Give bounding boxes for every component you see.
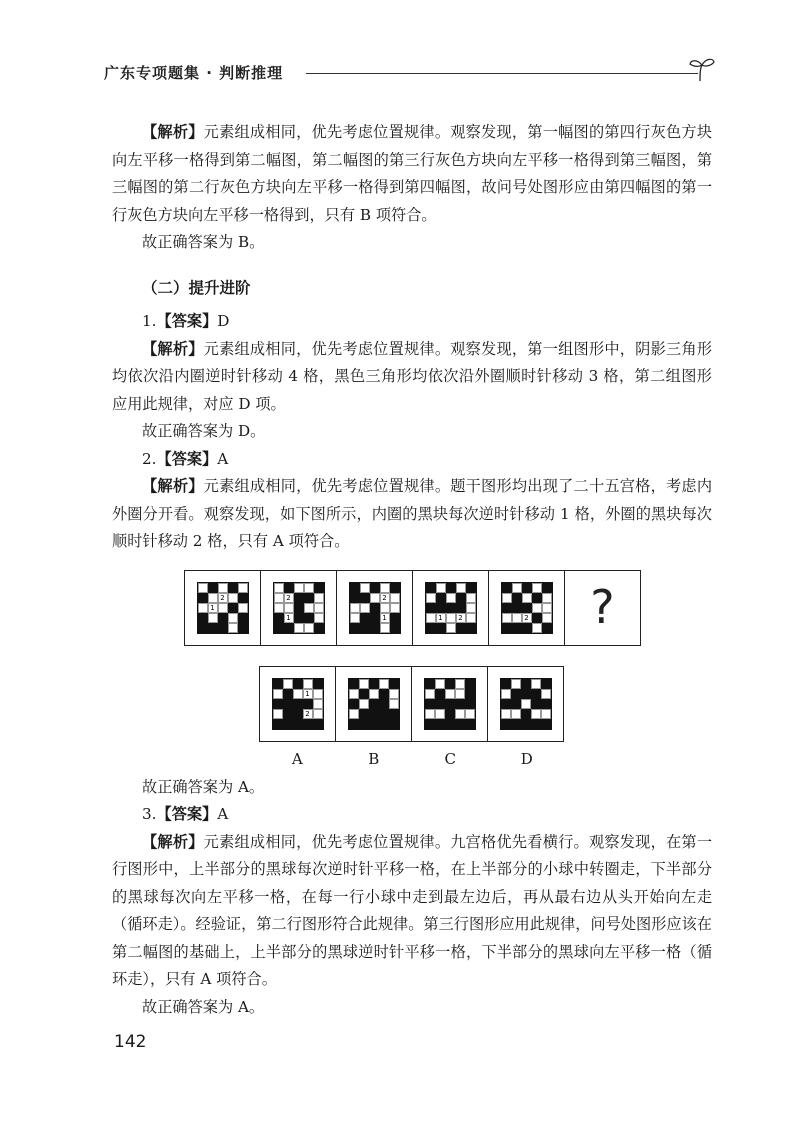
- grid-square: [521, 719, 531, 729]
- options-row: [259, 666, 564, 742]
- grid-square: [435, 699, 445, 709]
- grid-square: [350, 593, 360, 603]
- grid-square: [218, 583, 228, 593]
- grid-square: [228, 603, 238, 613]
- q1-answer: 1.【答案】D: [142, 312, 230, 330]
- grid-square: [512, 593, 522, 603]
- grid-square: [313, 699, 323, 709]
- grid-figure-2: [274, 583, 324, 633]
- grid-square: [521, 699, 531, 709]
- grid-square: [379, 679, 389, 689]
- grid-square: 2: [380, 593, 390, 603]
- grid-square: [369, 719, 379, 729]
- grid-option-a: [273, 679, 323, 729]
- grid-square: [426, 613, 436, 623]
- option-cell-d: [488, 667, 563, 741]
- grid-square: [303, 679, 313, 689]
- grid-square: [349, 709, 359, 719]
- grid-square: [273, 699, 283, 709]
- grid-square: [360, 613, 370, 623]
- grid-square: [532, 603, 542, 613]
- grid-square: [294, 613, 304, 623]
- grid-square: [274, 583, 284, 593]
- grid-square: [522, 583, 532, 593]
- grid-square: [304, 583, 314, 593]
- grid-option-b: [349, 679, 399, 729]
- q1-analysis: 【解析】元素组成相同，优先考虑位置规律。观察发现，第一组图形中，阴影三角形均依次沿内圈逆时针移动 4 格，黑色三角形均依次沿外圈顺时针移动 3 格，第二组图形应用此规律，对应 D 项。: [112, 339, 713, 413]
- grid-square: [466, 623, 476, 633]
- grid-square: [294, 583, 304, 593]
- grid-square: [456, 623, 466, 633]
- grid-option-d: [501, 679, 551, 729]
- grid-square: [359, 679, 369, 689]
- grid-square: [208, 583, 218, 593]
- grid-square: [501, 699, 511, 709]
- grid-square: [314, 623, 324, 633]
- header-title: 广东专项题集 · 判断推理: [104, 64, 284, 82]
- grid-square: [283, 679, 293, 689]
- q3-answer: 3.【答案】A: [142, 805, 229, 823]
- grid-square: [532, 593, 542, 603]
- question-row: [184, 570, 641, 646]
- grid-square: [349, 719, 359, 729]
- grid-square: [359, 719, 369, 729]
- grid-square: [313, 719, 323, 729]
- grid-square: [314, 593, 324, 603]
- grid-square: [456, 583, 466, 593]
- grid-square: [379, 689, 389, 699]
- grid-square: [465, 689, 475, 699]
- grid-square: [274, 613, 284, 623]
- grid-square: [511, 699, 521, 709]
- grid-square: [369, 679, 379, 689]
- grid-square: [502, 613, 512, 623]
- grid-square: [218, 613, 228, 623]
- page-number: 142: [114, 1032, 147, 1052]
- grid-square: [445, 719, 455, 729]
- grid-square: [198, 623, 208, 633]
- grid-square: [314, 603, 324, 613]
- grid-square: 1: [208, 603, 218, 613]
- grid-square: [436, 583, 446, 593]
- grid-square: [228, 623, 238, 633]
- q3-conclusion: 故正确答案为 A。: [142, 997, 265, 1016]
- q3-analysis: 【解析】元素组成相同，优先考虑位置规律。九宫格优先看横行。观察发现，在第一行图形中，上半部分的黑球每次逆时针平移一格，在上半部分的小球中转圈走，下半部分的黑球每次向左平移一格，在每一行小球中走到最左边后，再从最右边从头开始向左走（循环走）。经验证，第二行图形符合此规律。第三行图形应用此规律，问号处图形应该在第二幅图的基础上，上半部分的黑球逆时针平移一格，下半部分的黑球向左平移一格（循环走），只有 A 项符合。: [112, 832, 713, 988]
- grid-square: [350, 583, 360, 593]
- grid-square: [284, 623, 294, 633]
- grid-square: [511, 709, 521, 719]
- grid-square: [238, 623, 248, 633]
- grid-square: [198, 593, 208, 603]
- option-label-c: C: [444, 749, 456, 768]
- grid-square: [465, 699, 475, 709]
- grid-square: [426, 593, 436, 603]
- grid-square: [313, 709, 323, 719]
- grid-square: [370, 603, 380, 613]
- grid-square: [228, 613, 238, 623]
- grid-square: [228, 593, 238, 603]
- option-label-d: D: [520, 749, 533, 768]
- header-rule: [306, 73, 698, 74]
- grid-square: [293, 709, 303, 719]
- grid-square: [502, 593, 512, 603]
- grid-square: [501, 709, 511, 719]
- grid-square: [350, 623, 360, 633]
- grid-square: [522, 603, 532, 613]
- grid-square: [425, 709, 435, 719]
- grid-square: [511, 719, 521, 729]
- grid-square: [522, 593, 532, 603]
- grid-square: [531, 699, 541, 709]
- grid-square: [294, 603, 304, 613]
- q2-conclusion: 故正确答案为 A。: [142, 777, 265, 796]
- grid-square: [465, 709, 475, 719]
- grid-square: [541, 719, 551, 729]
- grid-square: [389, 699, 399, 709]
- grid-square: [426, 583, 436, 593]
- grid-square: [466, 613, 476, 623]
- grid-square: [541, 699, 551, 709]
- question-mark-cell: [565, 571, 640, 645]
- question-mark: ?: [590, 579, 615, 634]
- grid-square: [542, 623, 552, 633]
- q2-figure: [112, 570, 712, 770]
- grid-square: [360, 623, 370, 633]
- grid-square: [445, 699, 455, 709]
- grid-square: [426, 603, 436, 613]
- option-labels: [259, 746, 565, 774]
- grid-square: [436, 603, 446, 613]
- grid-square: [313, 679, 323, 689]
- grid-square: [512, 623, 522, 633]
- grid-square: [273, 719, 283, 729]
- grid-square: [370, 623, 380, 633]
- grid-square: 2: [284, 593, 294, 603]
- grid-square: [370, 583, 380, 593]
- grid-square: [208, 623, 218, 633]
- grid-square: [380, 623, 390, 633]
- grid-square: [542, 593, 552, 603]
- section-title: （二）提升进阶: [142, 278, 251, 297]
- grid-square: [435, 709, 445, 719]
- grid-square: [360, 593, 370, 603]
- grid-square: [304, 593, 314, 603]
- grid-square: [284, 603, 294, 613]
- grid-square: [294, 623, 304, 633]
- grid-square: [314, 613, 324, 623]
- grid-square: [445, 689, 455, 699]
- grid-square: [446, 623, 456, 633]
- option-label-a: A: [291, 749, 303, 768]
- grid-square: [522, 623, 532, 633]
- grid-square: [542, 583, 552, 593]
- grid-square: [273, 689, 283, 699]
- grid-square: [389, 679, 399, 689]
- grid-square: [511, 689, 521, 699]
- grid-square: [446, 603, 456, 613]
- grid-square: [455, 719, 465, 729]
- grid-square: [466, 583, 476, 593]
- grid-square: [435, 679, 445, 689]
- grid-square: [390, 583, 400, 593]
- grid-square: [379, 719, 389, 729]
- grid-square: [542, 603, 552, 613]
- grid-square: 2: [303, 709, 313, 719]
- grid-square: [466, 603, 476, 613]
- grid-square: [531, 689, 541, 699]
- block0-conclusion: 故正确答案为 B。: [142, 233, 265, 251]
- grid-square: [542, 613, 552, 623]
- grid-square: [512, 613, 522, 623]
- grid-square: [521, 709, 531, 719]
- grid-option-c: [425, 679, 475, 729]
- question-cell: [185, 571, 261, 645]
- grid-square: [284, 583, 294, 593]
- grid-square: [238, 583, 248, 593]
- grid-square: [380, 583, 390, 593]
- grid-square: [380, 603, 390, 613]
- grid-figure-4: [426, 583, 476, 633]
- grid-square: [238, 593, 248, 603]
- q2-analysis: 【解析】元素组成相同，优先考虑位置规律。题干图形均出现了二十五宫格，考虑内外圈分开看。观察发现，如下图所示，内圈的黑块每次逆时针移动 1 格，外圈的黑块每次顺时针移动 2 格，只有 A 项符合。: [112, 477, 713, 550]
- grid-square: [532, 623, 542, 633]
- grid-square: [425, 679, 435, 689]
- grid-square: [313, 689, 323, 699]
- grid-square: [359, 699, 369, 709]
- grid-square: [455, 709, 465, 719]
- grid-square: [350, 613, 360, 623]
- grid-square: [228, 583, 238, 593]
- grid-square: [283, 699, 293, 709]
- grid-square: [445, 709, 455, 719]
- grid-square: [425, 689, 435, 699]
- grid-square: [512, 603, 522, 613]
- grid-square: [446, 583, 456, 593]
- grid-square: [360, 583, 370, 593]
- grid-square: [304, 613, 314, 623]
- grid-square: [198, 603, 208, 613]
- grid-square: [303, 699, 313, 709]
- grid-square: 1: [380, 613, 390, 623]
- grid-square: [425, 699, 435, 709]
- grid-square: [314, 583, 324, 593]
- grid-square: [294, 593, 304, 603]
- block0-analysis: 【解析】元素组成相同，优先考虑位置规律。观察发现，第一幅图的第四行灰色方块向左平移一格得到第二幅图，第二幅图的第三行灰色方块向左平移一格得到第三幅图，第三幅图的第二行灰色方块向左平移一格得到第四幅图，故问号处图形应由第四幅图的第一行灰色方块向左平移一格得到，只有 B 项符合。: [112, 123, 713, 224]
- grid-square: [541, 709, 551, 719]
- grid-square: [426, 623, 436, 633]
- grid-square: [238, 613, 248, 623]
- grid-square: [293, 719, 303, 729]
- grid-square: [456, 593, 466, 603]
- grid-square: [455, 699, 465, 709]
- grid-figure-1: [198, 583, 248, 633]
- grid-square: [446, 593, 456, 603]
- q1-conclusion: 故正确答案为 D。: [142, 422, 266, 440]
- grid-figure-5: [502, 583, 552, 633]
- grid-square: [511, 679, 521, 689]
- grid-square: [359, 709, 369, 719]
- grid-square: 2: [522, 613, 532, 623]
- grid-square: [283, 719, 293, 729]
- grid-square: [293, 689, 303, 699]
- grid-square: [501, 679, 511, 689]
- grid-square: [359, 689, 369, 699]
- grid-square: [521, 679, 531, 689]
- grid-square: [501, 689, 511, 699]
- grid-square: [360, 603, 370, 613]
- grid-square: [273, 709, 283, 719]
- question-cell: [413, 571, 489, 645]
- grid-square: [304, 603, 314, 613]
- grid-square: [502, 583, 512, 593]
- grid-square: [436, 593, 446, 603]
- option-cell-c: [412, 667, 488, 741]
- grid-square: [379, 709, 389, 719]
- grid-square: [436, 623, 446, 633]
- grid-square: 2: [218, 593, 228, 603]
- grid-square: [465, 719, 475, 729]
- grid-square: [238, 603, 248, 613]
- grid-square: [465, 679, 475, 689]
- grid-square: [389, 709, 399, 719]
- question-cell: [489, 571, 565, 645]
- grid-square: [390, 593, 400, 603]
- option-label-b: B: [368, 749, 380, 768]
- grid-square: [283, 709, 293, 719]
- grid-square: [293, 679, 303, 689]
- grid-square: [293, 699, 303, 709]
- grid-square: [198, 583, 208, 593]
- grid-square: [512, 583, 522, 593]
- grid-square: [435, 719, 445, 729]
- grid-square: [531, 719, 541, 729]
- grid-square: 2: [456, 613, 466, 623]
- grid-square: [349, 699, 359, 709]
- grid-square: [455, 679, 465, 689]
- grid-square: [435, 689, 445, 699]
- grid-square: [541, 689, 551, 699]
- grid-square: [349, 689, 359, 699]
- grid-square: [369, 699, 379, 709]
- grid-square: 1: [303, 689, 313, 699]
- grid-square: [350, 603, 360, 613]
- page-content: [112, 119, 712, 1021]
- option-cell-b: [336, 667, 412, 741]
- grid-square: [390, 623, 400, 633]
- question-cell: [337, 571, 413, 645]
- grid-square: [446, 613, 456, 623]
- grid-square: [283, 689, 293, 699]
- grid-square: [532, 583, 542, 593]
- grid-square: [349, 679, 359, 689]
- grid-square: [274, 623, 284, 633]
- grid-square: [218, 603, 228, 613]
- grid-square: [445, 679, 455, 689]
- grid-square: [501, 719, 511, 729]
- grid-square: [218, 623, 228, 633]
- grid-square: [389, 689, 399, 699]
- grid-square: [390, 613, 400, 623]
- grid-square: [370, 613, 380, 623]
- grid-square: [502, 603, 512, 613]
- grid-square: [466, 593, 476, 603]
- grid-square: [532, 613, 542, 623]
- grid-square: [274, 593, 284, 603]
- grid-square: [208, 593, 218, 603]
- grid-square: [455, 689, 465, 699]
- grid-square: [531, 679, 541, 689]
- grid-square: [389, 719, 399, 729]
- grid-square: [274, 603, 284, 613]
- grid-square: [521, 689, 531, 699]
- grid-square: [273, 679, 283, 689]
- grid-square: [198, 613, 208, 623]
- grid-square: [369, 709, 379, 719]
- grid-square: [303, 719, 313, 729]
- running-header: [104, 56, 716, 86]
- option-cell-a: [260, 667, 336, 741]
- grid-square: [425, 719, 435, 729]
- grid-square: [456, 603, 466, 613]
- grid-square: [304, 623, 314, 633]
- question-cell: [261, 571, 337, 645]
- grid-square: [370, 593, 380, 603]
- grid-square: [541, 679, 551, 689]
- q2-answer: 2.【答案】A: [142, 449, 229, 468]
- grid-square: 1: [436, 613, 446, 623]
- grid-square: [531, 709, 541, 719]
- grid-square: [208, 613, 218, 623]
- grid-figure-3: [350, 583, 400, 633]
- grid-square: [379, 699, 389, 709]
- grid-square: [390, 603, 400, 613]
- grid-square: 1: [284, 613, 294, 623]
- grid-square: [369, 689, 379, 699]
- sprout-icon: [688, 56, 716, 82]
- grid-square: [502, 623, 512, 633]
